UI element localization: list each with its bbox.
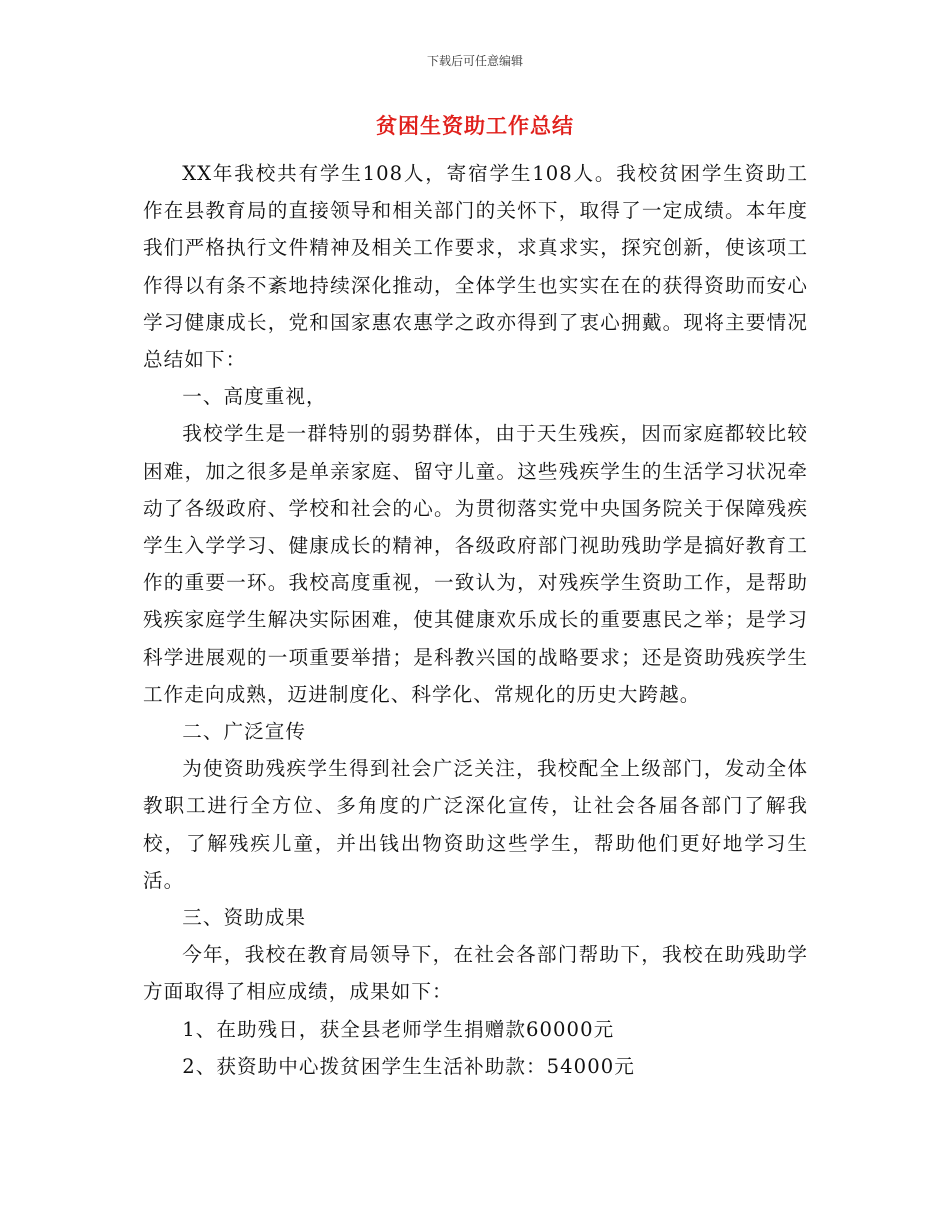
intro-paragraph: XX年我校共有学生108人，寄宿学生108人。我校贫困学生资助工作在县教育局的直接领导和相关部门的关怀下，取得了一定成绩。本年度我们严格执行文件精神及相关工作要求，求真求实，探究创新，使该项工作得以有条不紊地持续深化推动，全体学生也实实在在的获得资助而安心学习健康成长，党和国家惠农惠学之政亦得到了衷心拥戴。现将主要情况总结如下： [143,162,808,372]
page-header-note: 下载后可任意编辑 [426,54,523,68]
section-heading-1: 一、高度重视， [182,385,327,409]
result-item-1: 1、在助残日，获全县老师学生捐赠款60000元 [182,1017,615,1041]
section-1-paragraph: 我校学生是一群特别的弱势群体，由于天生残疾，因而家庭都较比较困难，加之很多是单亲家庭、留守儿童。这些残疾学生的生活学习状况牵动了各级政府、学校和社会的心。为贯彻落实党中央国务院关于保障残疾学生入学学习、健康成长的精神，各级政府部门视助残助学是搞好教育工作的重要一环。我校高度重视，一致认为，对残疾学生资助工作，是帮助残疾家庭学生解决实际困难，使其健康欢乐成长的重要惠民之举；是学习科学进展观的一项重要举措；是科教兴国的战略要求；还是资助残疾学生工作走向成熟，迈进制度化、科学化、常规化的历史大跨越。 [143,422,808,706]
result-item-2: 2、获资助中心拨贫困学生生活补助款：54000元 [182,1054,635,1078]
section-3-paragraph: 今年，我校在教育局领导下，在社会各部门帮助下，我校在助残助学方面取得了相应成绩，成果如下： [143,943,808,1004]
section-2-paragraph: 为使资助残疾学生得到社会广泛关注，我校配全上级部门，发动全体教职工进行全方位、多角度的广泛深化宣传，让社会各届各部门了解我校，了解残疾儿童，并出钱出物资助这些学生，帮助他们更好地学习生活。 [143,757,808,892]
section-heading-2: 二、广泛宣传 [182,720,307,744]
document-title: 贫困生资助工作总结 [376,113,574,138]
section-heading-3: 三、资助成果 [182,906,307,930]
document-body [143,155,808,1085]
